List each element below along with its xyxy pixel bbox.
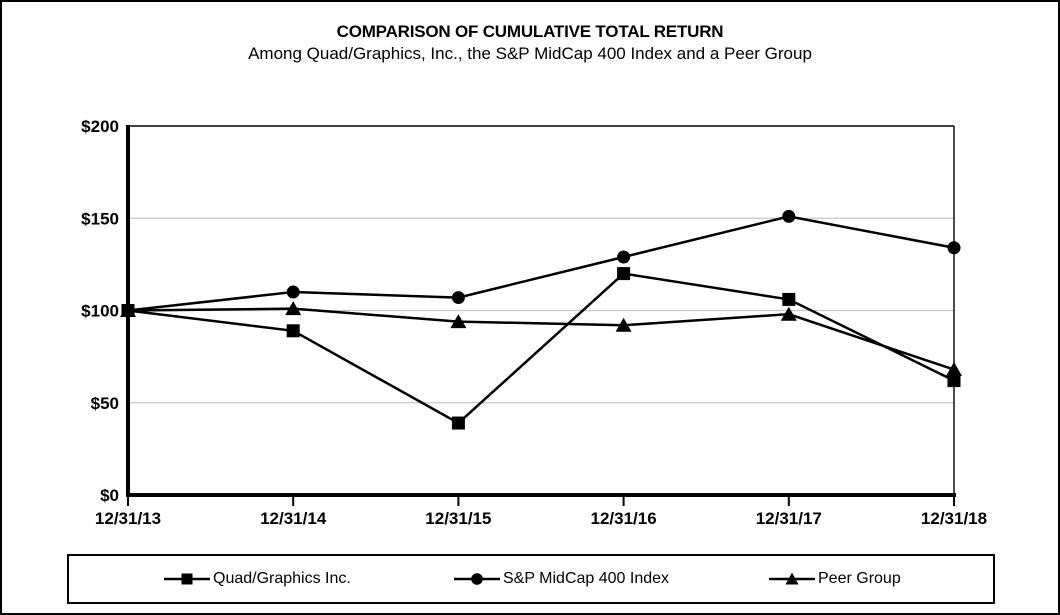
- plot-area: [2, 2, 1060, 547]
- x-tick-label: 12/31/14: [260, 509, 327, 528]
- legend-entry-sp-midcap-400: [454, 570, 669, 588]
- square-marker-icon: [164, 571, 210, 587]
- y-tick-label: $50: [90, 393, 119, 413]
- x-tick-label: 12/31/13: [94, 509, 162, 528]
- x-tick-label: 12/31/17: [755, 509, 822, 528]
- data-point-circle: [617, 250, 630, 263]
- data-point-circle: [782, 210, 795, 223]
- legend-label: Peer Group: [818, 570, 901, 587]
- data-point-circle: [452, 291, 465, 304]
- data-point-square: [948, 374, 961, 387]
- chart-title: COMPARISON OF CUMULATIVE TOTAL RETURN: [336, 22, 724, 41]
- data-point-circle: [287, 286, 300, 299]
- data-point-square: [782, 293, 795, 306]
- y-tick-label: $150: [81, 209, 119, 229]
- series-line-2: [128, 309, 954, 370]
- legend-entry-peer-group: [769, 570, 901, 588]
- data-point-square: [287, 324, 300, 337]
- x-tick-label: 12/31/15: [425, 509, 492, 528]
- legend: [67, 554, 995, 604]
- legend-label: Quad/Graphics Inc.: [213, 570, 351, 587]
- y-tick-label: $0: [100, 486, 119, 505]
- x-tick-label: 12/31/18: [920, 509, 988, 528]
- triangle-marker-icon: [769, 571, 815, 587]
- circle-marker-icon: [454, 571, 500, 587]
- series-line-1: [128, 216, 954, 310]
- y-tick-label: $100: [81, 301, 119, 321]
- data-point-square: [617, 267, 630, 280]
- data-point-circle: [948, 241, 961, 254]
- legend-label: S&P MidCap 400 Index: [503, 570, 670, 587]
- y-tick-label: $200: [81, 117, 119, 136]
- chart-subtitle: Among Quad/Graphics, Inc., the S&P MidCap 400 Index and a Peer Group: [248, 44, 812, 63]
- legend-entry-quad-graphics: [164, 570, 351, 588]
- data-point-square: [452, 417, 465, 430]
- data-point-triangle: [946, 362, 962, 376]
- x-tick-label: 12/31/16: [590, 509, 657, 528]
